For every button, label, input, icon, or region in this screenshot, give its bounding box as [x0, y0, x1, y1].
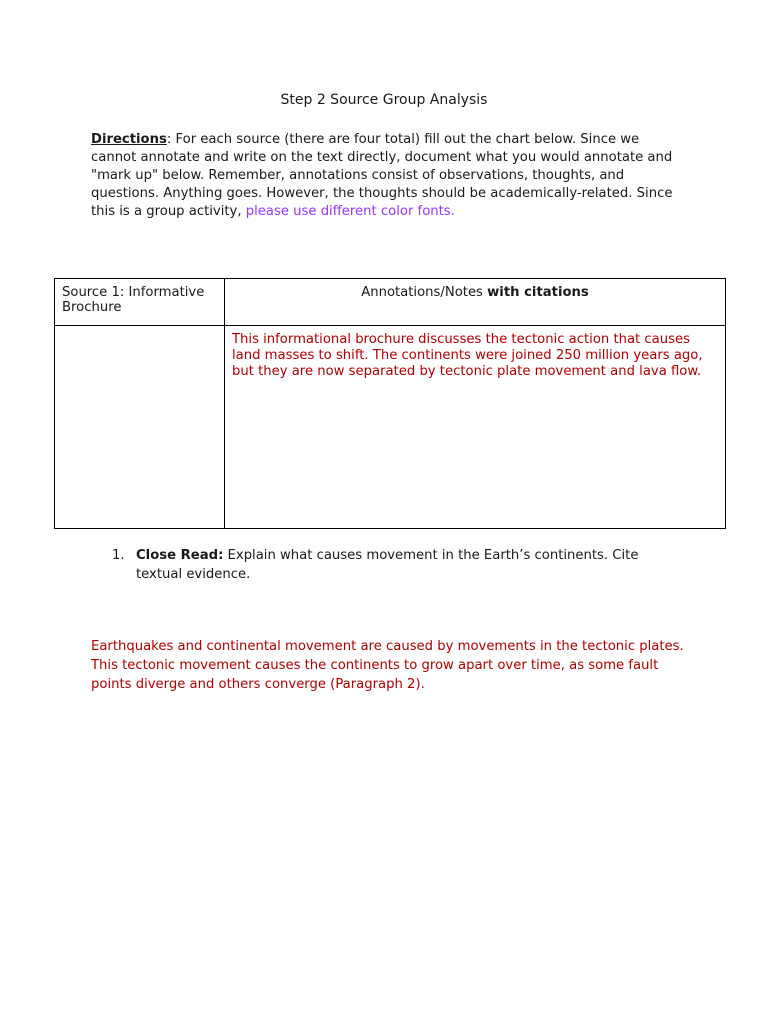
source-header-cell: [55, 279, 225, 326]
page-title: Step 2 Source Group Analysis: [280, 92, 488, 108]
table-header-row: [55, 279, 726, 326]
directions-paragraph: [91, 131, 681, 221]
directions-text: For each source (there are four total) fill out the chart below. Since we cannot annotate and write on the text directly, document what you would annotate and "mark up" below. Remember, annotations consist of observations, thoughts, and questions. Anything goes. However, the thoughts should be academically-related. Since this is a group activity,: [91, 132, 673, 219]
directions-color-note: please use different color fonts.: [245, 204, 455, 219]
annotations-header-cell: [225, 279, 726, 326]
notes-cell[interactable]: [225, 326, 726, 529]
question-number: 1.: [112, 548, 125, 563]
notes-text: This informational brochure discusses the tectonic action that causes land masses to shift. The continents were joined 250 million years ago, but they are now separated by tectonic plate movement and lava flow.: [232, 332, 703, 379]
table-body-row: [55, 326, 726, 529]
question-1: [112, 546, 682, 584]
directions-label: Directions: [91, 132, 167, 147]
annotation-table: [54, 278, 726, 529]
directions-colon: :: [166, 132, 172, 147]
annotations-header-bold: with citations: [487, 285, 589, 300]
answer-text[interactable]: Earthquakes and continental movement are caused by movements in the tectonic plates. This tectonic movement causes the continents to grow apart over time, as some fault points diverge and others converge (Paragraph 2).: [91, 639, 684, 692]
source-header: Source 1: Informative Brochure: [62, 285, 205, 315]
annotations-header-plain: Annotations/Notes: [361, 285, 488, 300]
question-label: Close Read:: [136, 548, 224, 563]
question-text: Explain what causes movement in the Earth’s continents. Cite textual evidence.: [136, 548, 639, 582]
source-cell[interactable]: [55, 326, 225, 529]
